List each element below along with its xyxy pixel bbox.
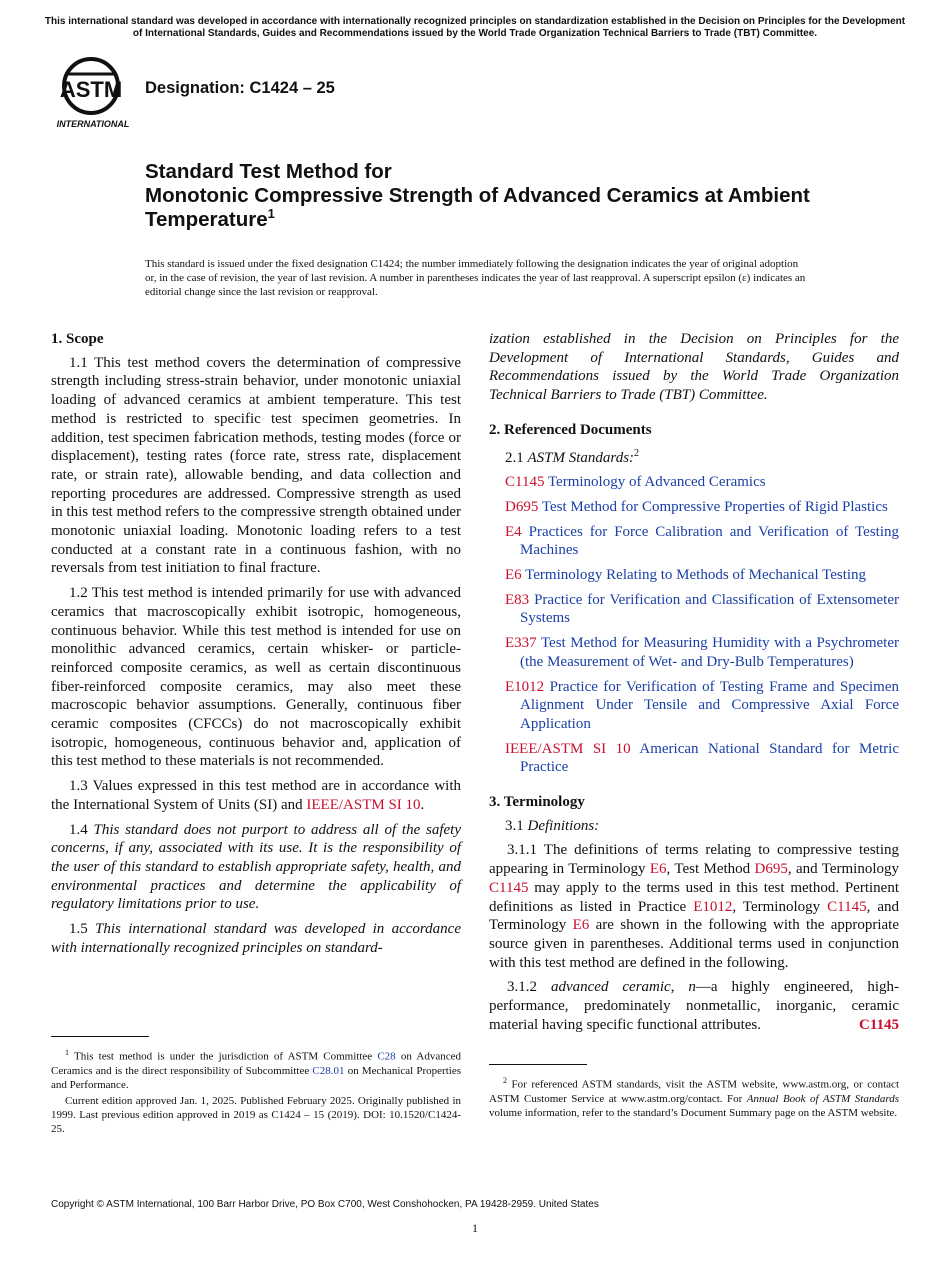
referenced-item [489, 634, 899, 671]
link-c28[interactable]: C28 [377, 1050, 396, 1063]
ref-code-link[interactable]: E337 [505, 635, 537, 652]
logo-subtext: INTERNATIONAL [56, 119, 130, 129]
ref-title-link[interactable]: American National Standard for Metric Practice [520, 740, 899, 776]
copyright: Copyright © ASTM International, 100 Barr Harbor Drive, PO Box C700, West Conshohocken, PA 19428-2959. United States [51, 1199, 599, 1210]
title-footnote-mark[interactable]: 1 [267, 206, 275, 222]
ref-title-link[interactable]: Practice for Verification of Testing Frame and Specimen Alignment Under Tensile and Compressive Axial Force Application [520, 678, 900, 732]
referenced-item [489, 473, 899, 492]
referenced-item [489, 523, 899, 560]
referenced-list [489, 473, 899, 777]
terminology-heading: 3. Terminology [489, 794, 585, 811]
scope-1-5: 1.5 This international standard was developed in accordance with internationally recognized principles on standard- [51, 921, 461, 956]
scope-1-5-cont: ization established in the Decision on Principles for the Development of International Standards, Guides and Recommendations issued by the World Trade Organization Technical Barriers to Trade (TBT) Committee. [489, 331, 899, 404]
footnote-1: $^1$ This test method is under the jurisdiction of ASTM Committee C28 on Advanced Ceramics and is the direct responsibility of Subcommittee C28.01 on Mechanical Properties and Performance. Current edition approved Jan. 1, 2025. Published February 2025. Originally published in 1999. Last previous edition approved in 2019 as C1424 – 15 (2019). DOI: 10.1520/C1424-25. [51, 1048, 461, 1135]
footnote-rule-right [489, 1064, 587, 1065]
astm-logo [52, 54, 134, 130]
page-number: 1 [472, 1221, 478, 1235]
link-c28-01[interactable]: C28.01 [312, 1064, 345, 1077]
scope-1-3: 1.3 Values expressed in this test method are in accordance with the International System of Units (SI) and IEEE/ASTM SI 10. [51, 778, 461, 813]
footnote-2: $^2$ For referenced ASTM standards, visit the ASTM website, www.astm.org, or contact ASTM Customer Service at www.astm.org/contact. For Annual Book of ASTM Standards volume information, refer to the standard’s Document Summary page on the ASTM website. [489, 1076, 899, 1119]
ref-link-si10[interactable]: IEEE/ASTM SI 10 [306, 796, 421, 813]
ref-title-link[interactable]: Terminology Relating to Methods of Mechanical Testing [525, 567, 867, 584]
terminology-3-1: 3.1 Definitions: [505, 817, 600, 834]
scope-1-2: 1.2 This test method is intended primarily for use with advanced ceramics that macroscopically exhibit isotropic, homogeneous, continuous behavior. While this test method is intended for use on monolithic advanced ceramics, certain whisker- or particle-reinforced composite ceramics, as well as certain discontinuous fiber-reinforced composite ceramics, may also meet these macroscopic behavior assumptions. Generally, continuous fiber ceramic composites (CFCCs) do not macroscopically exhibit isotropic, homogeneous, continuous behavior and, application of this test method to these materials is not recommended. [51, 585, 461, 770]
scope-1-4: 1.4 This standard does not purport to address all of the safety concerns, if any, associated with its use. It is the responsibility of the user of this standard to establish appropriate safety, health, and environmental practices and determine the applicability of regulatory limitations prior to use. [51, 821, 462, 913]
footnote-rule-left [51, 1036, 149, 1037]
right-column [489, 330, 899, 1041]
page-title [145, 160, 865, 232]
ref-code-link[interactable]: E83 [505, 591, 530, 608]
designation: Designation: C1424 – 25 [145, 79, 335, 97]
ref-title-link[interactable]: Test Method for Compressive Properties of Rigid Plastics [541, 498, 888, 515]
ref-title-link[interactable]: Practice for Verification and Classification of Extensometer Systems [520, 591, 900, 627]
ref-code-link[interactable]: C1145 [505, 474, 545, 491]
ref-code-link[interactable]: IEEE/ASTM SI 10 [505, 740, 631, 757]
ref-title-link[interactable]: Terminology of Advanced Ceramics [547, 474, 766, 491]
title-line-1: Standard Test Method for [145, 160, 392, 183]
astm-standards-intro: 2.1 ASTM Standards:$^2$ [505, 447, 640, 466]
terminology-3-1-1: 3.1.1 The definitions of terms relating to compressive testing appearing in Terminology E6, Test Method D695, and Terminology C1145 may apply to the terms used in this test method. Pertinent definitions as listed in Practice E1012, Terminology C1145, and Terminology E6 are shown in the following with the appropriate source given in parentheses. Additional terms used in conjunction with this test method are defined in the following. [489, 842, 900, 971]
terminology-3-1-2: 3.1.2 advanced ceramic, n—a highly engineered, high-performance, predominately nonmetallic, inorganic, ceramic material having specific functional attributes. C1145 [489, 979, 899, 1033]
ref-code-link[interactable]: E4 [505, 523, 522, 540]
source-tag-c1145[interactable]: C1145 [858, 1016, 899, 1033]
scope-1-1: 1.1 This test method covers the determination of compressive strength including stress-strain behavior, under monotonic uniaxial loading of advanced ceramics at ambient temperature. This test method is restricted to specific test specimen geometries. In addition, test specimen fabrication methods, testing modes (force or displacement), testing rates (force rate, stress rate, displacement rate, or strain rate), allowable bending, and data collection and reporting procedures are addressed. Compressive strength as used in this test method refers to the compressive strength obtained under monotonic uniaxial loading. Monotonic loading refers to a test conducted at a constant rate in a continuous fashion, with no reversals from test initiation to final fracture. [51, 354, 461, 577]
issue-statement: This standard is issued under the fixed designation C1424; the number immediately following the designation indicates the year of original adoption or, in the case of revision, the year of last revision. A number in parentheses indicates the year of last reapproval. A superscript epsilon (ε) indicates an editorial change since the last revision or reapproval. [145, 258, 806, 298]
scope-heading: 1. Scope [51, 331, 104, 347]
ref-code-link[interactable]: E1012 [505, 678, 545, 695]
left-column [51, 330, 461, 964]
referenced-item [489, 566, 899, 585]
wto-notice: This international standard was developed in accordance with internationally recognized principles on standardization established in the Decision on Principles for the Development of International Standards, Guides and Recommendations issued by the World Trade Organization Technical Barriers to Trade (TBT) Committee. [44, 16, 906, 39]
ref-code-link[interactable]: D695 [505, 498, 539, 515]
referenced-item [489, 498, 899, 517]
ref-title-link[interactable]: Practices for Force Calibration and Verification of Testing Machines [520, 523, 899, 559]
logo-text: ASTM [59, 77, 123, 102]
referenced-item [489, 591, 899, 628]
ref-code-link[interactable]: E6 [505, 567, 522, 584]
title-line-2: Monotonic Compressive Strength of Advanced Ceramics at Ambient Temperature [145, 184, 810, 231]
referenced-heading: 2. Referenced Documents [489, 421, 652, 438]
ref-title-link[interactable]: Test Method for Measuring Humidity with a Psychrometer (the Measurement of Wet- and Dry-Bulb Temperatures) [520, 635, 900, 670]
referenced-item [489, 740, 899, 777]
referenced-item [489, 678, 899, 734]
